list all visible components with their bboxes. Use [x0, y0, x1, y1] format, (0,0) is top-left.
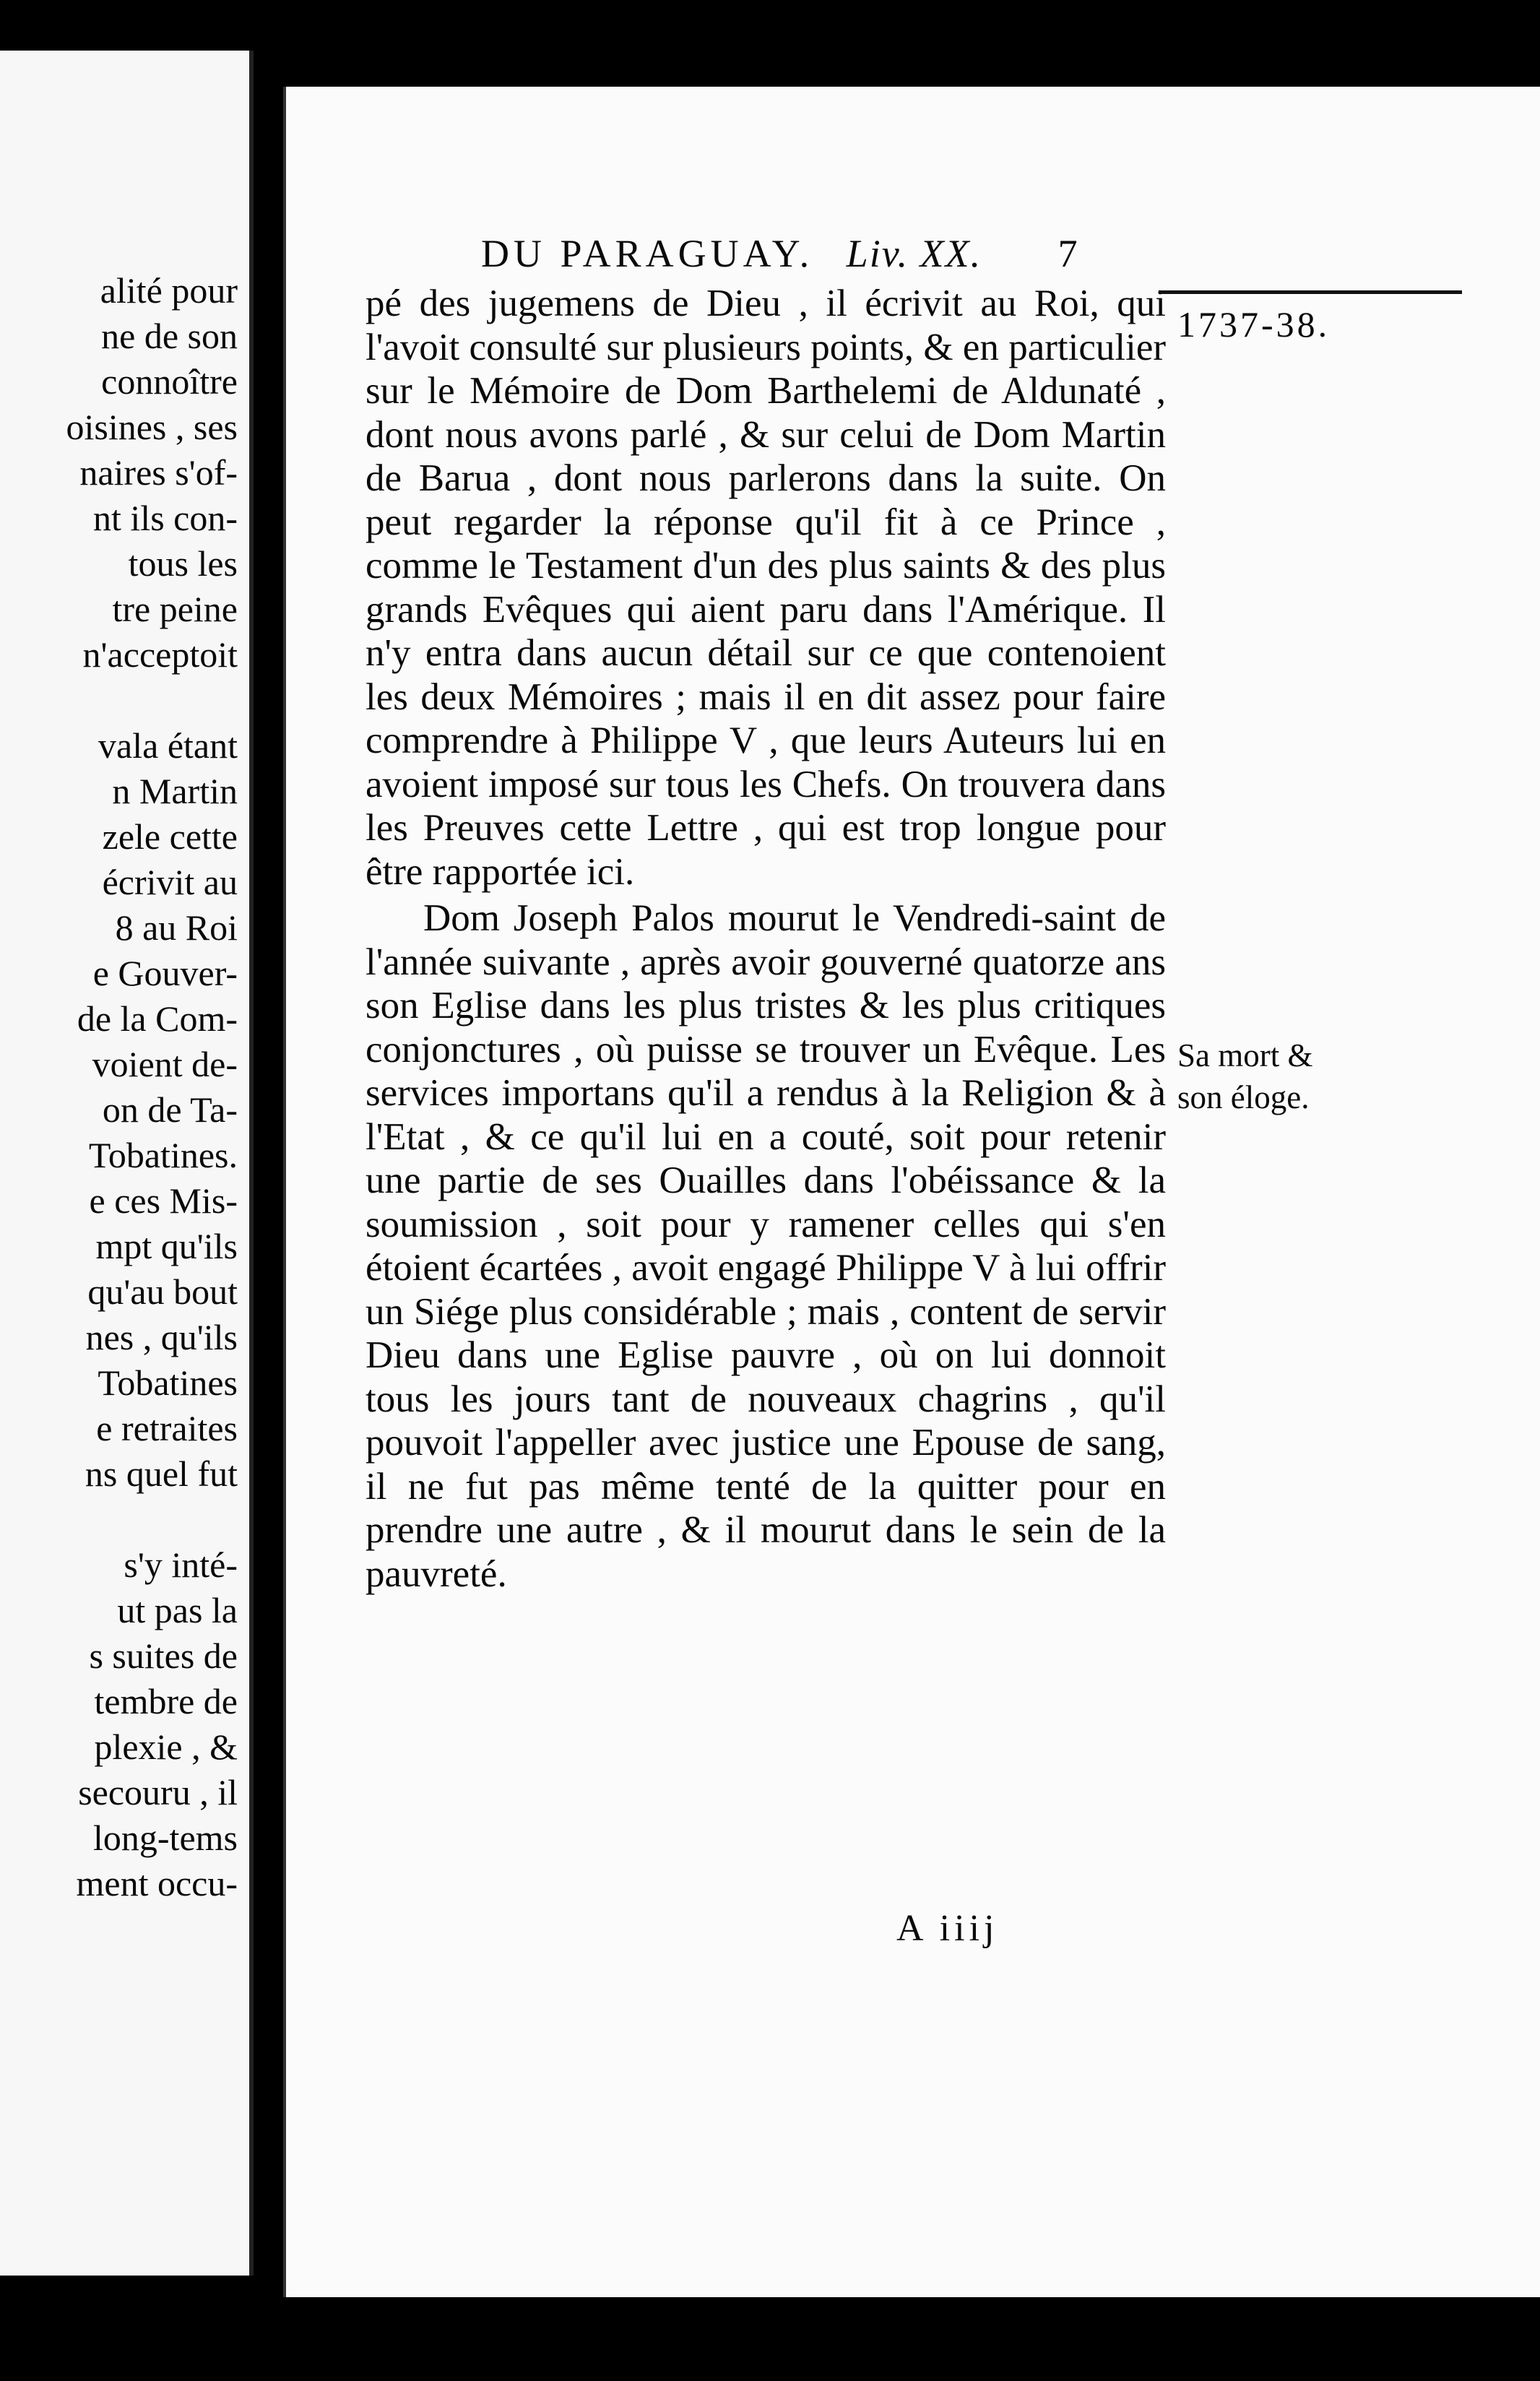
- left-page-line: tous les: [128, 543, 238, 584]
- left-page-line: ne de son: [101, 316, 238, 356]
- left-page-line: on de Ta-: [102, 1089, 238, 1130]
- left-page-line: nes , qu'ils: [85, 1317, 238, 1357]
- left-page-line: connoître: [101, 361, 238, 402]
- left-page-line: Tobatines.: [88, 1135, 238, 1175]
- page-number: 7: [1057, 232, 1082, 275]
- left-page-line: alité pour: [100, 270, 238, 311]
- left-page-line: long-tems: [93, 1818, 238, 1858]
- left-page-line: naires s'of-: [79, 452, 238, 493]
- signature-mark: A iiij: [896, 1908, 999, 1949]
- left-page-line: tembre de: [94, 1681, 238, 1721]
- left-page-line: plexie , &: [94, 1727, 238, 1767]
- paragraph: pé des jugemens de Dieu , il écrivit au Roi, qui l'avoit consulté sur plusieurs points, & en particulier sur le Mémoire de Dom Barthelemi de Aldunaté , dont nous avons parlé , & sur celui de Dom Martin de Barua , dont nous parlerons dans la suite. On peut regarder la réponse qu'il fit à ce Prince , comme le Testament d'un des plus saints & des plus grands Evêques qui aient paru dans l'Amérique. Il n'y entra dans aucun détail sur ce que contenoient les deux Mémoires ; mais il en dit assez pour faire comprendre à Philippe V , que leurs Auteurs lui en avoient imposé sur tous les Chefs. On trouvera dans les Preuves cette Lettre , qui est trop longue pour être rapportée ici.: [365, 282, 1166, 893]
- left-page-line: nt ils con-: [93, 498, 238, 538]
- left-page-line: tre peine: [112, 589, 238, 629]
- left-page-line: mpt qu'ils: [95, 1226, 238, 1266]
- left-page-line: oisines , ses: [66, 407, 238, 447]
- book-number: Liv. XX.: [846, 232, 982, 275]
- margin-year: 1737-38.: [1177, 304, 1331, 345]
- margin-note-death-line2: son éloge.: [1177, 1079, 1310, 1115]
- left-page-line: e ces Mis-: [89, 1180, 238, 1221]
- left-page-line: voient de-: [92, 1044, 238, 1084]
- left-page-line: e retraites: [96, 1408, 238, 1448]
- left-page-line: zele cette: [102, 816, 238, 857]
- left-page-line: de la Com-: [77, 998, 238, 1039]
- left-page-line: qu'au bout: [87, 1271, 238, 1312]
- previous-page: [0, 51, 254, 2276]
- left-page-line: s suites de: [89, 1635, 238, 1676]
- left-page-line: n Martin: [112, 771, 238, 811]
- running-title: DU PARAGUAY.: [481, 232, 814, 275]
- left-page-line: secouru , il: [78, 1772, 238, 1812]
- book-page: [283, 87, 1540, 2297]
- left-page-line: ns quel fut: [85, 1453, 238, 1494]
- left-page-line: e Gouver-: [92, 953, 238, 993]
- paragraph: Dom Joseph Palos mourut le Vendredi-saint de l'année suivante , après avoir gouverné quatorze ans son Eglise dans les plus tristes & les plus critiques conjonctures , où puisse se trouver un Evêque. Les services importans qu'il a rendus à la Religion & à l'Etat , & ce qu'il lui en a couté, soit pour retenir une partie de ses Ouailles dans l'obéissance & la soumission , soit pour y ramener celles qui s'en étoient écartées , avoit engagé Philippe V à lui offrir un Siége plus considérable ; mais , content de servir Dieu dans une Eglise pauvre , où on lui donnoit tous les jours tant de nouveaux chagrins , qu'il pouvoit l'appeller avec justice une Epouse de sang, il ne fut pas même tenté de la quitter pour en prendre une autre , & il mourut dans le sein de la pauvreté.: [365, 897, 1166, 1595]
- left-page-line: Tobatines: [98, 1362, 238, 1403]
- left-page-line: ut pas la: [117, 1590, 238, 1630]
- left-page-line: 8 au Roi: [115, 907, 238, 948]
- main-text: [365, 282, 1166, 1596]
- left-page-line: n'acceptoit: [82, 634, 238, 675]
- left-page-line: ment occu-: [76, 1863, 238, 1903]
- left-page-line: vala étant: [98, 725, 238, 766]
- running-header: [481, 231, 1463, 276]
- header-rule: [1159, 290, 1462, 294]
- margin-note-death-line1: Sa mort &: [1177, 1037, 1313, 1073]
- left-page-line: s'y inté-: [124, 1544, 238, 1585]
- left-page-line: écrivit au: [102, 862, 238, 902]
